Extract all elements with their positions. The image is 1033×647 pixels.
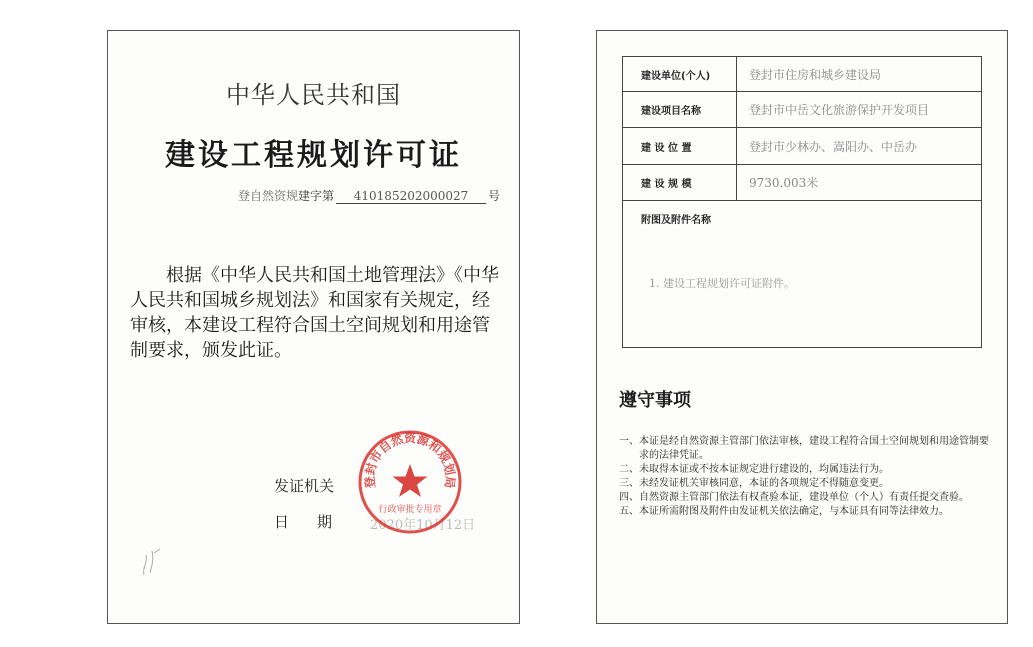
note-number: 五、 <box>619 506 639 517</box>
row-label: 建 设 规 模 <box>623 165 737 200</box>
note-number: 二、 <box>619 464 639 475</box>
row-label: 建设单位(个人) <box>623 57 737 91</box>
list-item <box>619 435 989 463</box>
issuer-label: 发证机关 <box>274 477 335 495</box>
table-row <box>623 165 981 201</box>
attachment-item: 1. 建设工程规划许可证附件。 <box>649 277 795 290</box>
certificate-back-page <box>596 30 1008 624</box>
official-seal-stamp <box>356 428 464 536</box>
row-label: 建设项目名称 <box>623 92 737 127</box>
number-prefix: 建字第 <box>298 189 335 203</box>
country-name: 中华人民共和国 <box>226 81 401 109</box>
number-suffix: 号 <box>488 189 501 203</box>
seal-icon <box>356 428 464 536</box>
date-label <box>274 511 332 532</box>
handwriting-icon <box>132 541 172 581</box>
list-item <box>619 491 989 505</box>
table-row <box>623 128 981 165</box>
certificate-title: 建设工程规划许可证 <box>165 138 462 173</box>
note-text: 未取得本证或不按本证规定进行建设的，均属违法行为。 <box>639 464 889 475</box>
project-info-table <box>622 56 982 348</box>
note-text: 本证所需附图及附件由发证机关依法确定，与本证具有同等法律效力。 <box>639 506 949 517</box>
row-value: 登封市住房和城乡建设局 <box>749 67 882 82</box>
row-label: 建 设 位 置 <box>623 128 737 164</box>
certificate-body-text: 根据《中华人民共和国土地管理法》《中华人民共和国城乡规划法》和国家有关规定，经审核，本建设工程符合国土空间规划和用途管制要求，颁发此证。 <box>130 265 499 361</box>
note-number: 一、 <box>619 436 639 447</box>
date-label-char-1: 日 <box>274 513 290 531</box>
row-value: 登封市少林办、嵩阳办、中岳办 <box>749 139 918 154</box>
note-number: 三、 <box>619 478 639 489</box>
note-number: 四、 <box>619 492 639 503</box>
attachments-label: 附图及附件名称 <box>641 215 711 226</box>
row-value: 9730.003米 <box>749 176 819 190</box>
seal-text-bottom: 行政审批专用章 <box>378 505 442 515</box>
table-row <box>623 92 981 128</box>
list-item <box>619 505 989 519</box>
seal-text-top: 登封市自然资源和规划局 <box>362 431 458 489</box>
issue-date: 2020年10月12日 <box>370 518 476 533</box>
certificate-number-line <box>238 187 500 204</box>
table-row <box>623 57 981 92</box>
notes-title: 遵守事项 <box>619 390 691 411</box>
list-item <box>619 477 989 491</box>
note-text: 本证是经自然资源主管部门依法审核，建设工程符合国土空间规划和用途管制要求的法律凭证。 <box>639 436 989 461</box>
list-item <box>619 463 989 477</box>
issuing-org-abbrev: 登自然资规 <box>238 189 299 203</box>
note-text: 自然资源主管部门依法有权查验本证，建设单位（个人）有责任提交查验。 <box>639 492 969 503</box>
date-label-char-2: 期 <box>317 513 333 531</box>
notes-list <box>619 435 989 519</box>
certificate-number: 410185202000027 <box>336 189 486 204</box>
note-text: 未经发证机关审核同意，本证的各项规定不得随意变更。 <box>639 478 889 489</box>
row-value: 登封市中岳文化旅游保护开发项目 <box>749 103 930 117</box>
certificate-front-page <box>107 30 520 624</box>
handwritten-mark <box>132 541 172 581</box>
